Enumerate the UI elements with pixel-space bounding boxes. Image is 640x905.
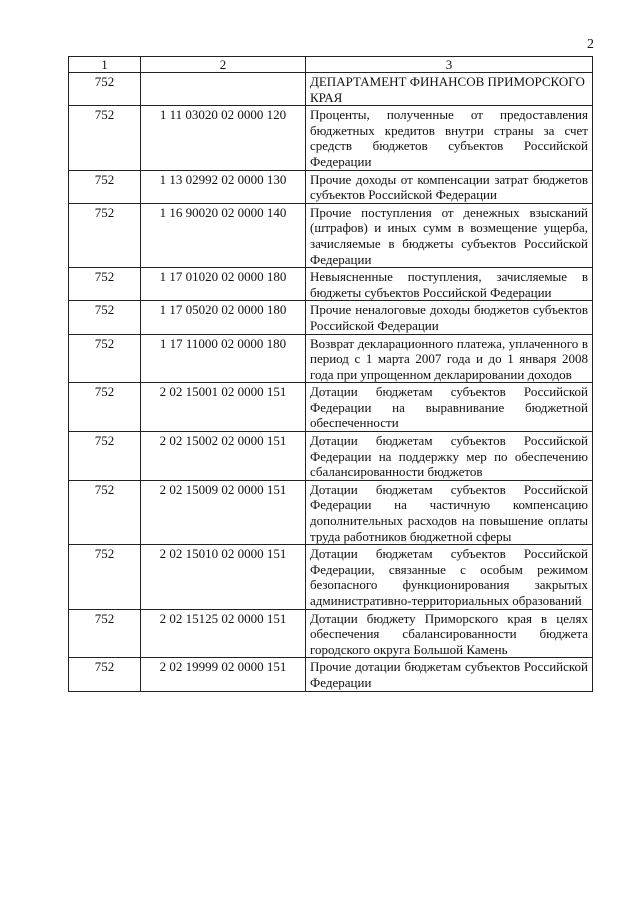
table-row	[69, 545, 593, 609]
revenue-code-cell: 2 02 15002 02 0000 151	[141, 432, 306, 481]
revenue-name-cell: Прочие неналоговые доходы бюджетов субъектов Российской Федерации	[306, 301, 593, 334]
revenue-code-cell: 1 13 02992 02 0000 130	[141, 170, 306, 203]
department-name-cell: ДЕПАРТАМЕНТ ФИНАНСОВ ПРИМОРСКОГО КРАЯ	[306, 73, 593, 106]
table-row	[69, 480, 593, 544]
revenue-name-cell: Возврат декларационного платежа, уплаченного в период с 1 марта 2007 года и до 1 января 2008 года при упрощенном декларировании доходов	[306, 334, 593, 383]
column-header-2: 2	[141, 57, 306, 73]
table-row	[69, 73, 593, 106]
table-row	[69, 334, 593, 383]
revenue-code-cell: 1 17 05020 02 0000 180	[141, 301, 306, 334]
table-row	[69, 301, 593, 334]
revenue-name-cell: Дотации бюджету Приморского края в целях обеспечения сбалансированности бюджета городского округа Большой Камень	[306, 609, 593, 658]
revenue-code-cell: 1 16 90020 02 0000 140	[141, 203, 306, 267]
admin-code-cell: 752	[69, 609, 141, 658]
revenue-code-cell: 2 02 15010 02 0000 151	[141, 545, 306, 609]
admin-code-cell: 752	[69, 658, 141, 691]
table-row	[69, 203, 593, 267]
admin-code-cell: 752	[69, 432, 141, 481]
revenue-code-cell: 2 02 15009 02 0000 151	[141, 480, 306, 544]
admin-code-cell: 752	[69, 203, 141, 267]
revenue-code-cell: 2 02 19999 02 0000 151	[141, 658, 306, 691]
table-row	[69, 268, 593, 301]
admin-code-cell: 752	[69, 301, 141, 334]
revenue-name-cell: Дотации бюджетам субъектов Российской Федерации, связанные с особым режимом безопасного функционирования закрытых административно-территориальных образований	[306, 545, 593, 609]
column-header-3: 3	[306, 57, 593, 73]
revenue-code-cell: 1 11 03020 02 0000 120	[141, 106, 306, 170]
revenue-code-cell: 1 17 11000 02 0000 180	[141, 334, 306, 383]
revenue-codes-table	[68, 56, 593, 692]
revenue-code-cell: 1 17 01020 02 0000 180	[141, 268, 306, 301]
admin-code-cell: 752	[69, 545, 141, 609]
admin-code-cell: 752	[69, 480, 141, 544]
table-header-row	[69, 57, 593, 73]
page-number: 2	[587, 37, 594, 52]
table-row	[69, 432, 593, 481]
admin-code-cell: 752	[69, 170, 141, 203]
revenue-code-cell: 2 02 15125 02 0000 151	[141, 609, 306, 658]
admin-code-cell: 752	[69, 268, 141, 301]
table-row	[69, 106, 593, 170]
table-row	[69, 170, 593, 203]
table-row	[69, 609, 593, 658]
revenue-code-cell: 2 02 15001 02 0000 151	[141, 383, 306, 432]
revenue-name-cell: Прочие доходы от компенсации затрат бюджетов субъектов Российской Федерации	[306, 170, 593, 203]
revenue-name-cell: Дотации бюджетам субъектов Российской Федерации на частичную компенсацию дополнительных расходов на повышение оплаты труда работников бюджетной сферы	[306, 480, 593, 544]
table-body	[69, 73, 593, 692]
revenue-name-cell: Прочие дотации бюджетам субъектов Российской Федерации	[306, 658, 593, 691]
revenue-name-cell: Дотации бюджетам субъектов Российской Федерации на поддержку мер по обеспечению сбалансированности бюджетов	[306, 432, 593, 481]
table-row	[69, 383, 593, 432]
table-row	[69, 658, 593, 691]
revenue-name-cell: Прочие поступления от денежных взысканий (штрафов) и иных сумм в возмещение ущерба, зачисляемые в бюджеты субъектов Российской Федерации	[306, 203, 593, 267]
revenue-name-cell: Дотации бюджетам субъектов Российской Федерации на выравнивание бюджетной обеспеченности	[306, 383, 593, 432]
admin-code-cell: 752	[69, 106, 141, 170]
admin-code-cell: 752	[69, 73, 141, 106]
revenue-name-cell: Проценты, полученные от предоставления бюджетных кредитов внутри страны за счет средств бюджетов субъектов Российской Федерации	[306, 106, 593, 170]
admin-code-cell: 752	[69, 383, 141, 432]
revenue-name-cell: Невыясненные поступления, зачисляемые в бюджеты субъектов Российской Федерации	[306, 268, 593, 301]
column-header-1: 1	[69, 57, 141, 73]
revenue-code-cell	[141, 73, 306, 106]
admin-code-cell: 752	[69, 334, 141, 383]
